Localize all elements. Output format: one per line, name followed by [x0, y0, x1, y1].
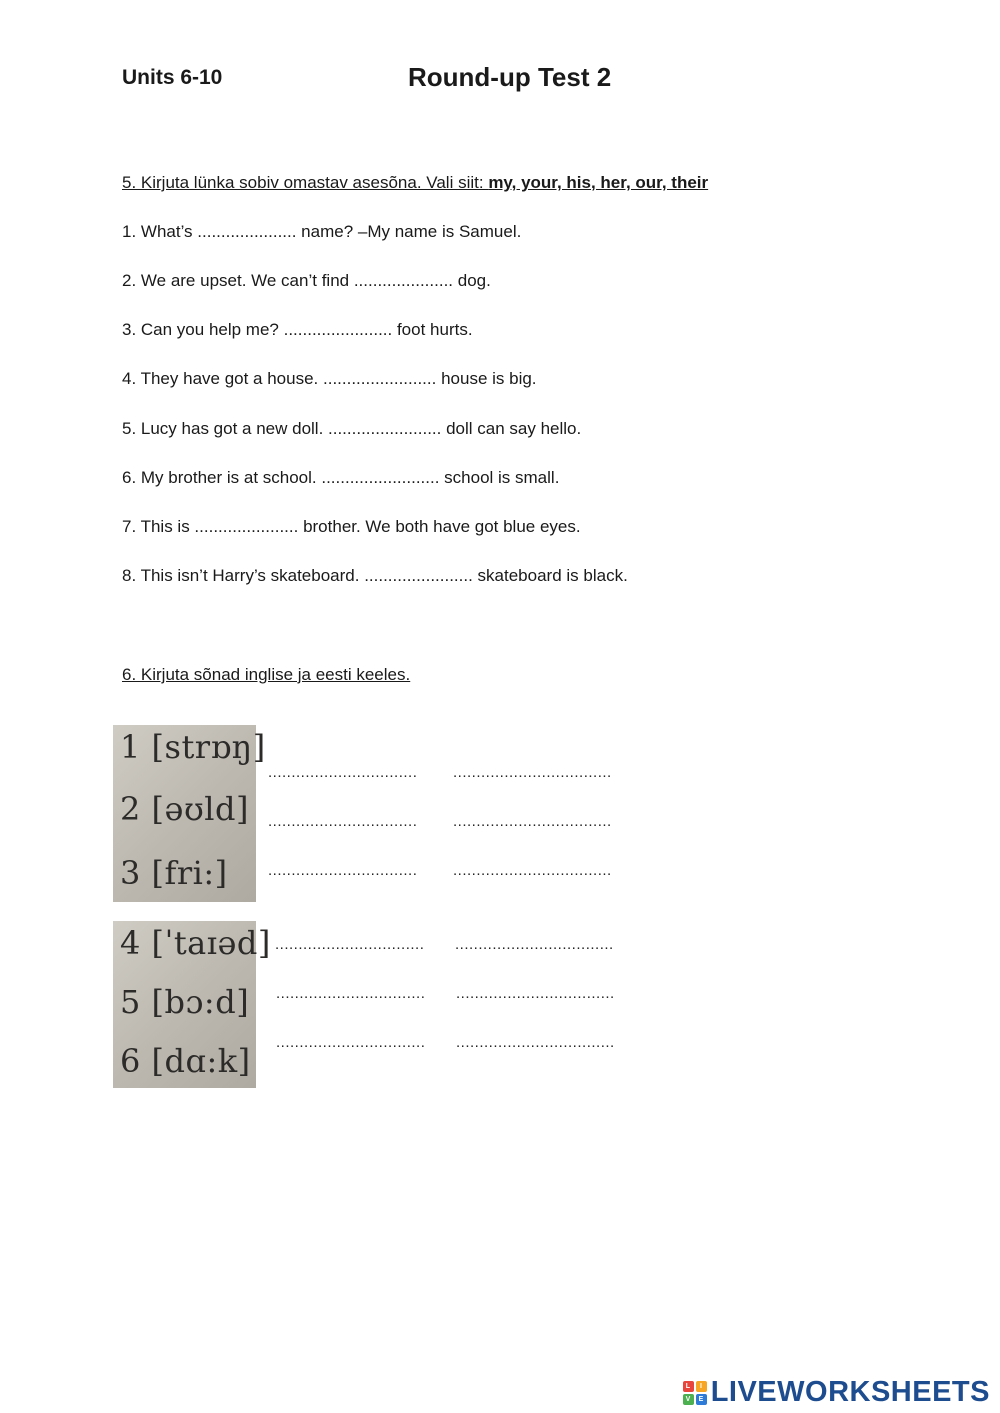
answer-blank-english-5[interactable]: ................................: [276, 985, 426, 1002]
phonetic-word-4: 4 [ˈtaɪəd]: [120, 924, 271, 962]
task5-item-2: 2. We are upset. We can’t find ..................... dog.: [122, 271, 491, 290]
task5-item-4: 4. They have got a house. ........................ house is big.: [122, 369, 537, 388]
logo-mark-tile: V: [683, 1394, 694, 1405]
answer-blank-english-2[interactable]: ................................: [268, 813, 418, 830]
answer-blank-estonian-3[interactable]: ..................................: [453, 862, 612, 879]
phonetic-word-6: 6 [dɑ:k]: [120, 1042, 251, 1080]
task5-item-5: 5. Lucy has got a new doll. ........................ doll can say hello.: [122, 419, 582, 438]
answer-blank-english-6[interactable]: ................................: [276, 1034, 426, 1051]
logo-mark-icon: [683, 1381, 707, 1405]
task5-item-1: 1. What’s ..................... name? –My name is Samuel.: [122, 222, 522, 241]
task5-instruction: [122, 173, 708, 193]
task5-item-8: 8. This isn’t Harry’s skateboard. ....................... skateboard is black.: [122, 566, 628, 585]
phonetic-word-1: 1 [strɒŋ]: [120, 728, 266, 766]
phonetic-word-2: 2 [əʊld]: [120, 790, 249, 828]
task5-instruction-text: 5. Kirjuta lünka sobiv omastav asesõna. Vali siit:: [122, 173, 489, 192]
answer-blank-estonian-2[interactable]: ..................................: [453, 813, 612, 830]
logo-mark-tile: E: [696, 1394, 707, 1405]
answer-blank-english-4[interactable]: ................................: [275, 936, 425, 953]
answer-blank-estonian-4[interactable]: ..................................: [455, 936, 614, 953]
task5-options: my, your, his, her, our, their: [488, 173, 709, 192]
page-title: Round-up Test 2: [408, 62, 612, 92]
phonetic-word-3: 3 [fri:]: [120, 854, 228, 892]
phonetics-photo-2: [113, 921, 271, 1088]
task5-item-6: 6. My brother is at school. ......................... school is small.: [122, 468, 560, 487]
liveworksheets-logo[interactable]: [683, 1376, 990, 1409]
units-label: Units 6-10: [122, 66, 223, 89]
answer-blank-english-1[interactable]: ................................: [268, 764, 418, 781]
phonetics-photo-1: [113, 725, 266, 902]
task5-item-3: 3. Can you help me? ....................... foot hurts.: [122, 320, 473, 339]
answer-blank-estonian-5[interactable]: ..................................: [456, 985, 615, 1002]
answer-blank-estonian-6[interactable]: ..................................: [456, 1034, 615, 1051]
logo-mark-tile: L: [683, 1381, 694, 1392]
logo-mark-tile: I: [696, 1381, 707, 1392]
phonetic-word-5: 5 [bɔ:d]: [120, 983, 250, 1021]
logo-text: LIVEWORKSHEETS: [710, 1376, 990, 1408]
task6-instruction: 6. Kirjuta sõnad inglise ja eesti keeles.: [122, 665, 411, 684]
answer-blank-estonian-1[interactable]: ..................................: [453, 764, 612, 781]
answer-blank-english-3[interactable]: ................................: [268, 862, 418, 879]
task5-item-7: 7. This is ...................... brother. We both have got blue eyes.: [122, 517, 581, 536]
